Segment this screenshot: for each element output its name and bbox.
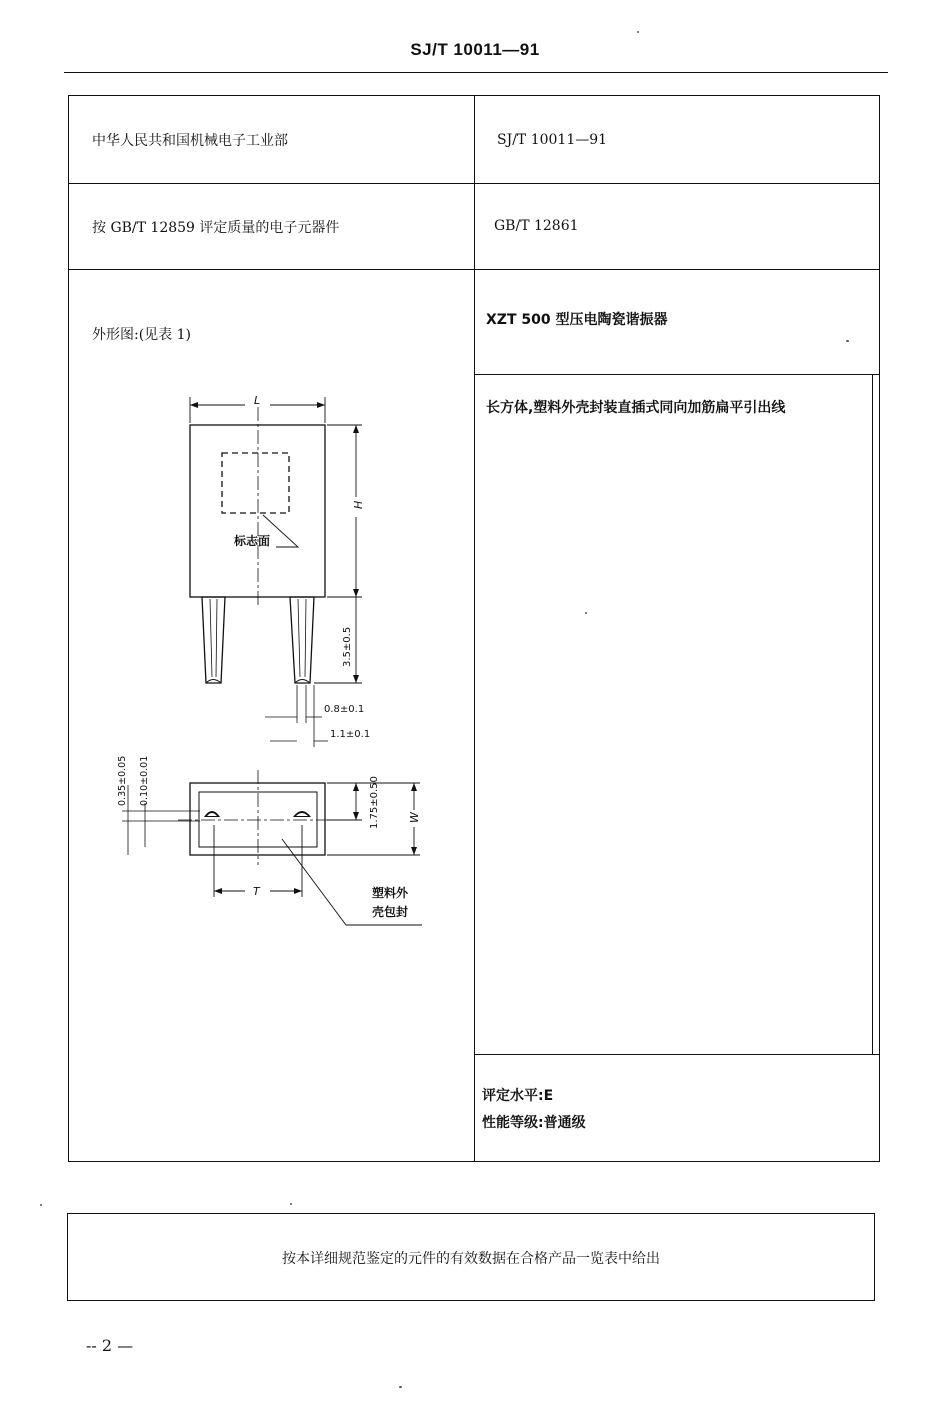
row1-divider <box>69 183 879 184</box>
dim-W-label: W <box>408 812 421 823</box>
scan-speck <box>637 31 639 33</box>
body-top-outline <box>190 783 325 855</box>
dim-H-label: H <box>352 500 365 509</box>
scan-speck <box>399 1386 402 1388</box>
outline-drawing-label: 外形图:(见表 1) <box>92 327 191 343</box>
plastic-shell-label-1: 塑料外 <box>372 886 409 900</box>
dim-035: 0.35±0.05 <box>117 755 128 806</box>
scan-speck <box>846 340 849 342</box>
scan-speck <box>40 1204 42 1206</box>
dim-175: 1.75±0.50 <box>369 776 380 829</box>
body-front-outline <box>190 425 325 597</box>
page-number: -- 2 — <box>86 1336 134 1355</box>
lead-left <box>202 597 225 683</box>
bottom-note: 按本详细规范鉴定的元件的有效数据在合格产品一览表中给出 <box>282 1251 660 1267</box>
marking-area <box>222 453 289 513</box>
performance-grade: 性能等级:普通级 <box>482 1115 586 1131</box>
scan-speck <box>290 1203 292 1205</box>
plastic-shell-label-2: 壳包封 <box>372 905 409 919</box>
table-center-divider <box>474 96 475 1161</box>
issuing-authority: 中华人民共和国机械电子工业部 <box>92 133 288 149</box>
assessment-level: 评定水平:E <box>482 1088 554 1104</box>
row2-divider <box>69 269 879 270</box>
dim-lead-pitch: 1.1±0.1 <box>330 729 371 740</box>
quality-assessment-basis: 按 GB/T 12859 评定质量的电子元器件 <box>92 220 340 236</box>
generic-spec-number: GB/T 12861 <box>494 218 579 234</box>
product-name: XZT 500 型压电陶瓷谐振器 <box>486 312 668 328</box>
marking-face-label: 标志面 <box>234 534 271 548</box>
header-rule <box>64 72 888 73</box>
document-code-header: SJ/T 10011—91 <box>410 40 540 59</box>
spec-number: SJ/T 10011—91 <box>497 132 608 148</box>
lead-right <box>290 597 314 683</box>
right-inner-line <box>872 375 873 1055</box>
right-product-divider <box>475 374 879 375</box>
outline-drawing <box>100 385 440 945</box>
dim-L-label: L <box>254 394 261 407</box>
right-level-divider <box>475 1054 879 1055</box>
dim-lead-width: 0.8±0.1 <box>324 704 365 715</box>
dim-010: 0.10±0.01 <box>139 755 150 806</box>
dim-T-label: T <box>253 885 260 898</box>
scan-speck <box>585 612 587 614</box>
product-description: 长方体,塑料外壳封装直插式同向加筋扁平引出线 <box>486 400 786 416</box>
dim-lead-length: 3.5±0.5 <box>342 626 353 667</box>
